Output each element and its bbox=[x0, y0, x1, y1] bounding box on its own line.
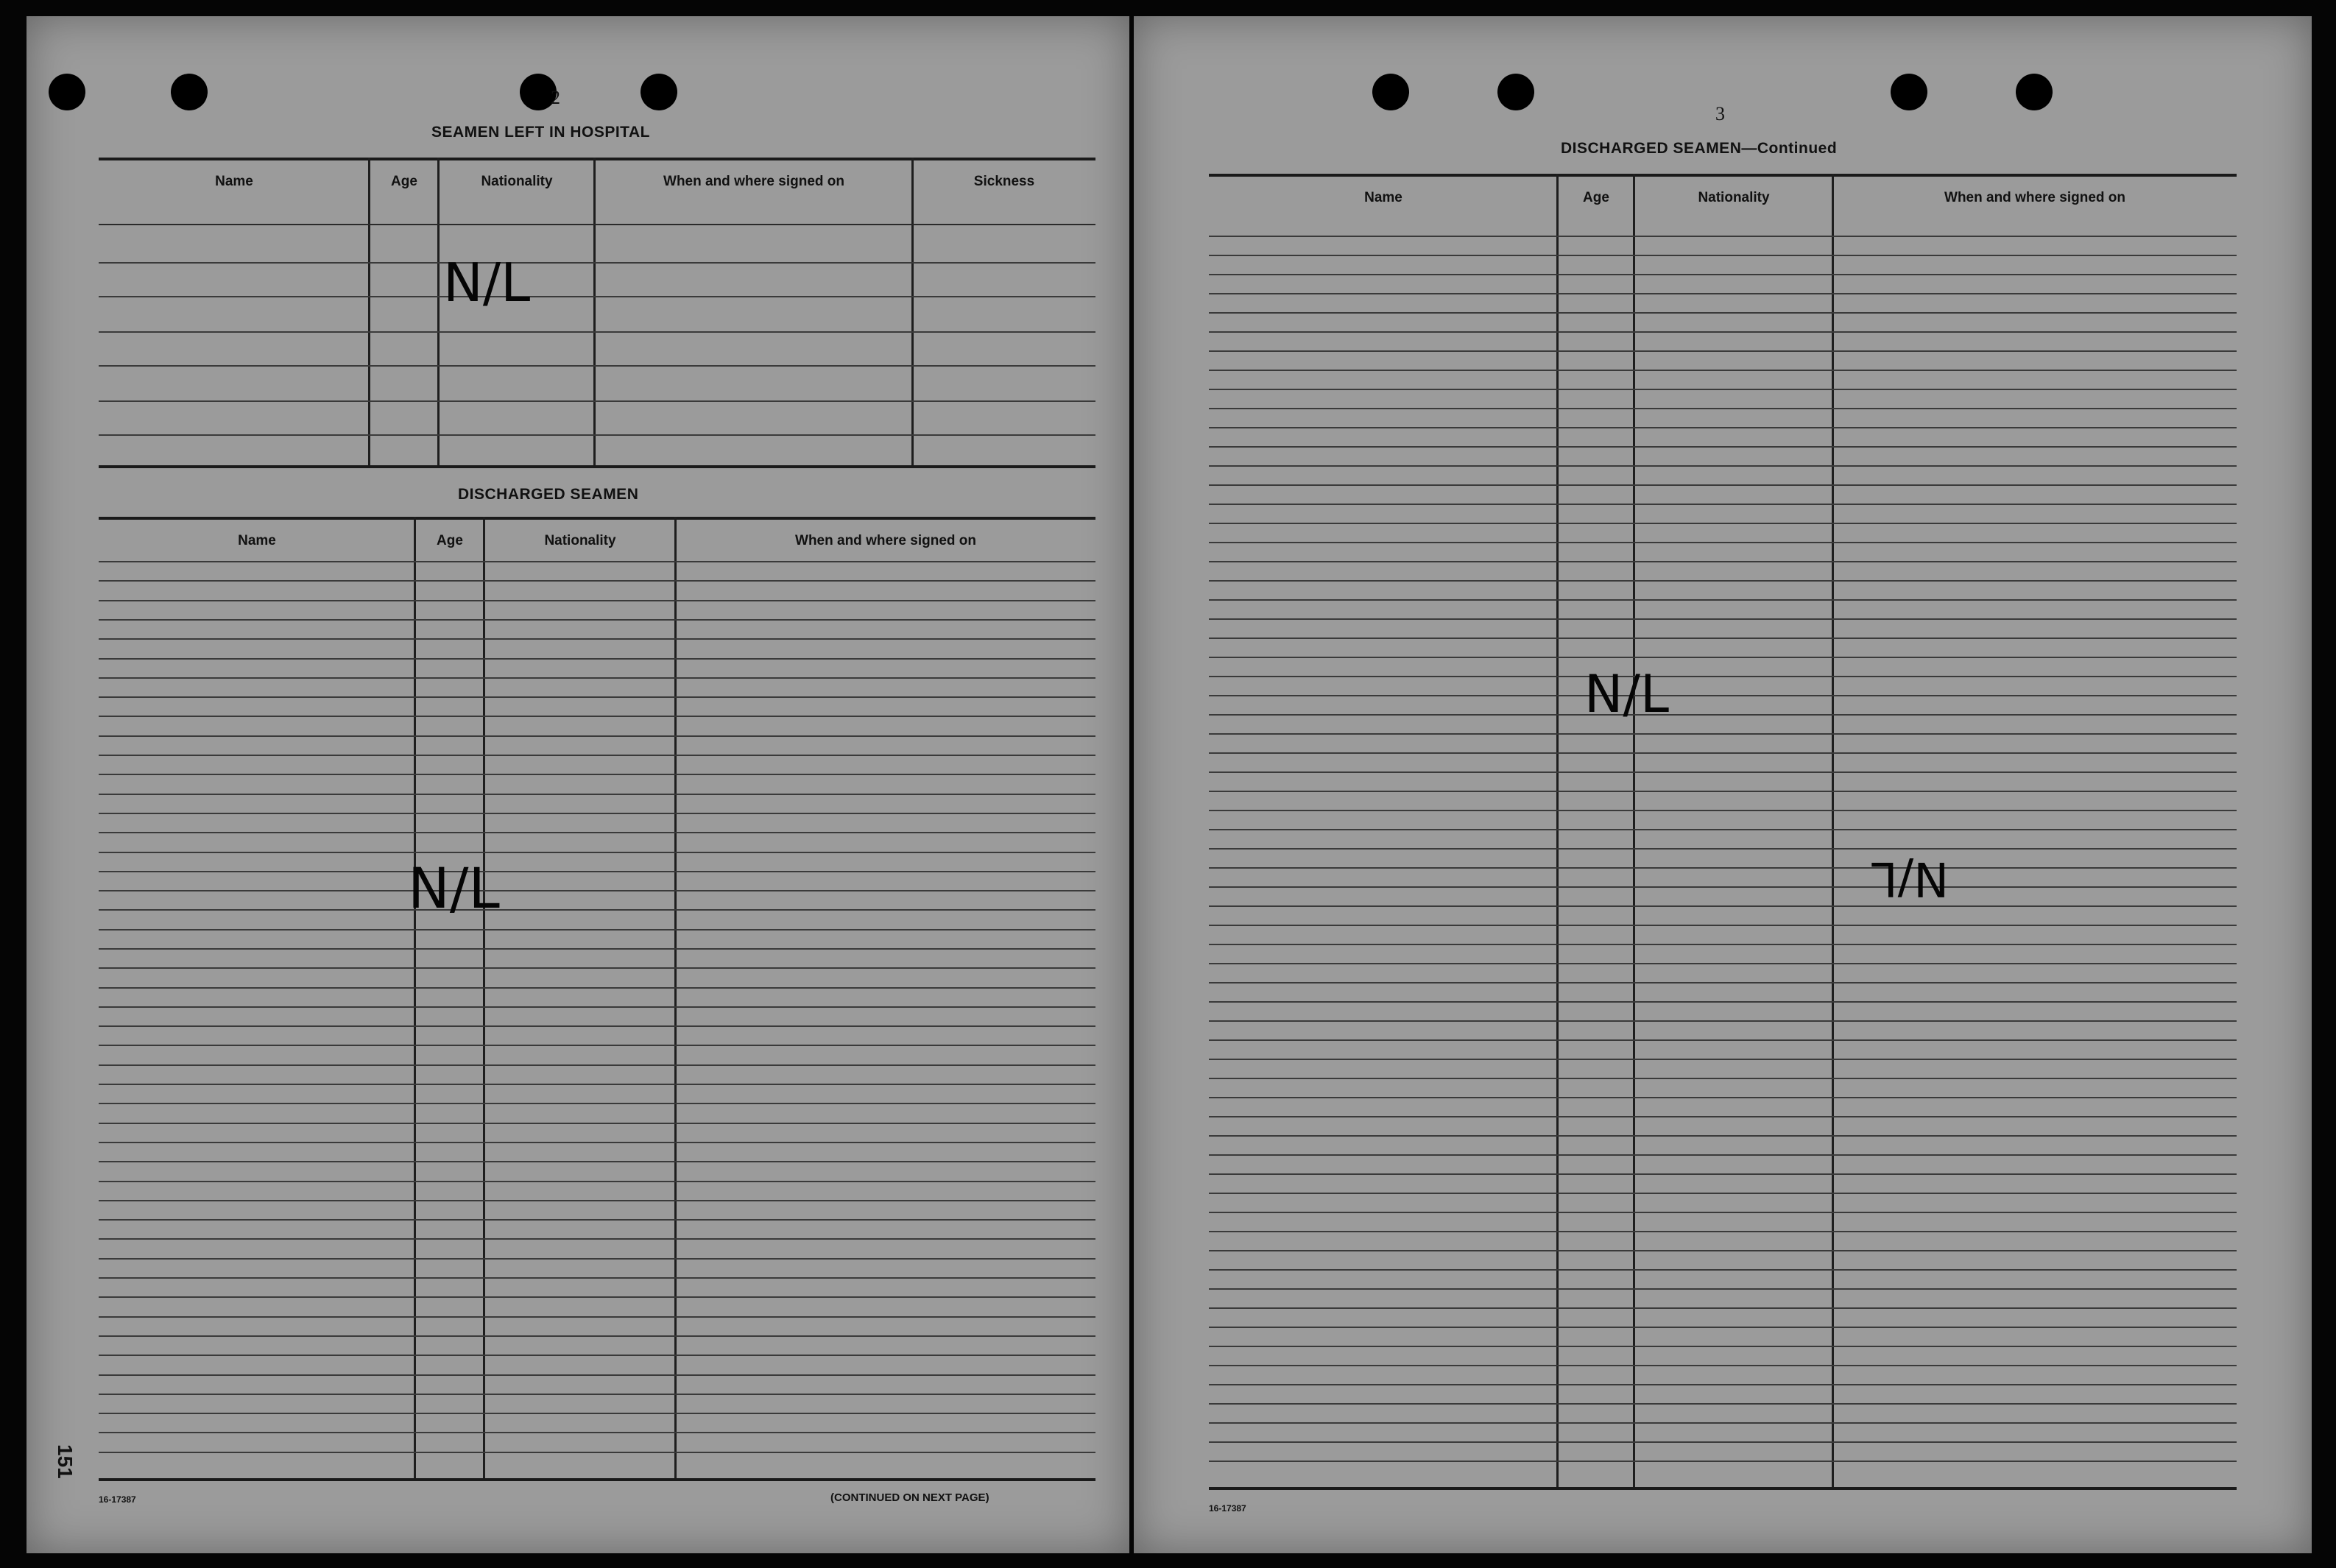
row-rule bbox=[1209, 484, 2237, 486]
row-rule bbox=[1209, 1307, 2237, 1309]
col-head-name: Name bbox=[1364, 190, 1402, 205]
discharged-ledger-right bbox=[1209, 174, 2237, 1491]
column-divider bbox=[1556, 174, 1559, 1490]
row-rule bbox=[99, 1064, 1095, 1066]
ledger-top-rule bbox=[99, 517, 1095, 520]
row-rule bbox=[99, 365, 1095, 367]
row-rule bbox=[1209, 829, 2237, 830]
row-rule bbox=[1209, 963, 2237, 964]
row-rule bbox=[1209, 1250, 2237, 1251]
row-rule bbox=[1209, 695, 2237, 696]
row-rule bbox=[1209, 810, 2237, 811]
page-number: 3 bbox=[1715, 103, 1725, 124]
row-rule bbox=[1209, 1116, 2237, 1117]
col-head-nationality: Nationality bbox=[1698, 190, 1770, 205]
right-page bbox=[1134, 16, 2312, 1553]
ledger-top-rule bbox=[99, 158, 1095, 160]
row-rule bbox=[99, 580, 1095, 582]
row-rule bbox=[99, 1181, 1095, 1182]
row-rule bbox=[1209, 1078, 2237, 1079]
row-rule bbox=[1209, 886, 2237, 888]
row-rule bbox=[1209, 867, 2237, 869]
row-rule bbox=[1209, 580, 2237, 582]
row-rule bbox=[1209, 1269, 2237, 1271]
row-rule bbox=[99, 1161, 1095, 1162]
row-rule bbox=[99, 677, 1095, 679]
row-rule bbox=[1209, 561, 2237, 562]
row-rule bbox=[1209, 389, 2237, 390]
col-head-age: Age bbox=[437, 533, 463, 548]
row-rule bbox=[1209, 446, 2237, 448]
form-code: 16-17387 bbox=[99, 1494, 136, 1505]
row-rule bbox=[99, 774, 1095, 775]
row-rule bbox=[99, 638, 1095, 640]
row-rule bbox=[1209, 1193, 2237, 1194]
row-rule bbox=[99, 262, 1095, 264]
row-rule bbox=[1209, 370, 2237, 371]
row-rule bbox=[99, 400, 1095, 402]
row-rule bbox=[99, 1413, 1095, 1414]
row-rule bbox=[1209, 1173, 2237, 1175]
punch-hole bbox=[1497, 74, 1534, 110]
row-rule bbox=[99, 1394, 1095, 1395]
row-rule bbox=[1209, 542, 2237, 543]
row-rule bbox=[1209, 236, 2237, 237]
row-rule bbox=[1209, 1346, 2237, 1347]
row-rule bbox=[1209, 733, 2237, 735]
row-rule bbox=[1209, 848, 2237, 850]
row-rule bbox=[1209, 1135, 2237, 1137]
col-head-age: Age bbox=[1583, 190, 1609, 205]
row-rule bbox=[1209, 905, 2237, 907]
col-head-nationality: Nationality bbox=[544, 533, 616, 548]
row-rule bbox=[1209, 657, 2237, 658]
margin-stamp: 151 bbox=[54, 1444, 77, 1479]
column-divider bbox=[1832, 174, 1834, 1490]
punch-hole bbox=[641, 74, 677, 110]
row-rule bbox=[99, 1006, 1095, 1008]
row-rule bbox=[1209, 1231, 2237, 1232]
row-rule bbox=[1209, 1365, 2237, 1366]
row-rule bbox=[99, 1238, 1095, 1240]
row-rule bbox=[1209, 523, 2237, 524]
row-rule bbox=[1209, 427, 2237, 428]
row-rule bbox=[1209, 1212, 2237, 1213]
row-rule bbox=[1209, 504, 2237, 505]
row-rule bbox=[99, 658, 1095, 660]
row-rule bbox=[99, 1355, 1095, 1356]
row-rule bbox=[1209, 1403, 2237, 1405]
row-rule bbox=[99, 1025, 1095, 1027]
col-head-signed-on: When and where signed on bbox=[1944, 190, 2125, 205]
row-rule bbox=[99, 224, 1095, 225]
column-divider bbox=[1633, 174, 1635, 1490]
section-title-discharged-continued: DISCHARGED SEAMEN—Continued bbox=[1561, 140, 1838, 157]
row-rule bbox=[1209, 925, 2237, 926]
row-rule bbox=[99, 1296, 1095, 1298]
column-divider bbox=[368, 158, 370, 467]
row-rule bbox=[1209, 1288, 2237, 1290]
row-rule bbox=[99, 619, 1095, 621]
row-rule bbox=[1209, 1097, 2237, 1098]
row-rule bbox=[99, 1335, 1095, 1337]
row-rule bbox=[1209, 599, 2237, 601]
row-rule bbox=[99, 1258, 1095, 1260]
punch-hole bbox=[49, 74, 85, 110]
discharged-ledger-left bbox=[99, 517, 1095, 1481]
row-rule bbox=[99, 716, 1095, 717]
column-divider bbox=[593, 158, 596, 467]
row-rule bbox=[99, 1200, 1095, 1201]
col-head-signed-on: When and where signed on bbox=[795, 533, 976, 548]
row-rule bbox=[99, 1142, 1095, 1143]
punch-hole bbox=[1372, 74, 1409, 110]
row-rule bbox=[99, 1316, 1095, 1318]
col-head-signed-on: When and where signed on bbox=[663, 174, 844, 189]
row-rule bbox=[99, 1103, 1095, 1104]
row-rule bbox=[99, 967, 1095, 969]
row-rule bbox=[99, 794, 1095, 795]
left-page bbox=[27, 16, 1129, 1553]
row-rule bbox=[99, 735, 1095, 737]
row-rule bbox=[99, 890, 1095, 891]
handwritten-nil: N/L bbox=[1584, 664, 1669, 724]
row-rule bbox=[99, 1277, 1095, 1279]
row-rule bbox=[99, 1452, 1095, 1453]
row-rule bbox=[1209, 1461, 2237, 1462]
row-rule bbox=[99, 987, 1095, 989]
row-rule bbox=[1209, 1154, 2237, 1156]
continued-note: (CONTINUED ON NEXT PAGE) bbox=[830, 1491, 989, 1504]
section-title-discharged: DISCHARGED SEAMEN bbox=[458, 486, 639, 503]
row-rule bbox=[99, 948, 1095, 950]
handwritten-nil: N/L bbox=[408, 855, 500, 921]
row-rule bbox=[1209, 791, 2237, 792]
row-rule bbox=[99, 832, 1095, 833]
row-rule bbox=[1209, 1059, 2237, 1060]
row-rule bbox=[99, 1045, 1095, 1046]
row-rule bbox=[1209, 752, 2237, 754]
row-rule bbox=[1209, 465, 2237, 467]
form-code: 16-17387 bbox=[1209, 1503, 1246, 1514]
row-rule bbox=[99, 1374, 1095, 1376]
row-rule bbox=[1209, 1001, 2237, 1003]
row-rule bbox=[99, 1084, 1095, 1085]
row-rule bbox=[1209, 255, 2237, 256]
row-rule bbox=[99, 331, 1095, 333]
row-rule bbox=[1209, 618, 2237, 620]
row-rule bbox=[1209, 1422, 2237, 1424]
row-rule bbox=[99, 813, 1095, 814]
row-rule bbox=[99, 561, 1095, 562]
row-rule bbox=[1209, 982, 2237, 983]
row-rule bbox=[99, 296, 1095, 297]
row-rule bbox=[99, 929, 1095, 930]
ledger-bottom-rule bbox=[1209, 1487, 2237, 1490]
row-rule bbox=[1209, 312, 2237, 314]
row-rule bbox=[1209, 1441, 2237, 1443]
col-head-name: Name bbox=[238, 533, 276, 548]
col-head-nationality: Nationality bbox=[481, 174, 553, 189]
row-rule bbox=[1209, 1384, 2237, 1385]
row-rule bbox=[1209, 293, 2237, 294]
row-rule bbox=[1209, 714, 2237, 716]
row-rule bbox=[99, 871, 1095, 872]
row-rule bbox=[99, 434, 1095, 436]
column-divider bbox=[437, 158, 440, 467]
col-head-age: Age bbox=[391, 174, 417, 189]
page-number: 2 bbox=[551, 87, 560, 108]
punch-hole bbox=[2016, 74, 2053, 110]
row-rule bbox=[1209, 1327, 2237, 1328]
row-rule bbox=[99, 696, 1095, 698]
row-rule bbox=[1209, 274, 2237, 275]
row-rule bbox=[1209, 350, 2237, 352]
row-rule bbox=[99, 1432, 1095, 1433]
ledger-bottom-rule bbox=[99, 465, 1095, 468]
ledger-top-rule bbox=[1209, 174, 2237, 177]
handwritten-nil: N/L bbox=[443, 252, 531, 314]
ledger-bottom-rule bbox=[99, 1478, 1095, 1481]
section-title-hospital: SEAMEN LEFT IN HOSPITAL bbox=[431, 124, 650, 141]
row-rule bbox=[99, 909, 1095, 911]
col-head-name: Name bbox=[215, 174, 253, 189]
row-rule bbox=[1209, 1039, 2237, 1041]
row-rule bbox=[1209, 676, 2237, 677]
row-rule bbox=[1209, 408, 2237, 409]
column-divider bbox=[911, 158, 914, 467]
punch-hole bbox=[1891, 74, 1927, 110]
row-rule bbox=[99, 600, 1095, 601]
punch-hole bbox=[171, 74, 208, 110]
col-head-sickness: Sickness bbox=[973, 174, 1035, 189]
row-rule bbox=[99, 852, 1095, 853]
row-rule bbox=[1209, 1020, 2237, 1022]
row-rule bbox=[1209, 331, 2237, 333]
row-rule bbox=[1209, 944, 2237, 945]
row-rule bbox=[1209, 771, 2237, 773]
handwritten-nil-inverted: N/L bbox=[1871, 851, 1949, 905]
hospital-ledger bbox=[99, 158, 1095, 468]
row-rule bbox=[99, 1219, 1095, 1221]
row-rule bbox=[99, 755, 1095, 756]
row-rule bbox=[1209, 638, 2237, 639]
row-rule bbox=[99, 1123, 1095, 1124]
